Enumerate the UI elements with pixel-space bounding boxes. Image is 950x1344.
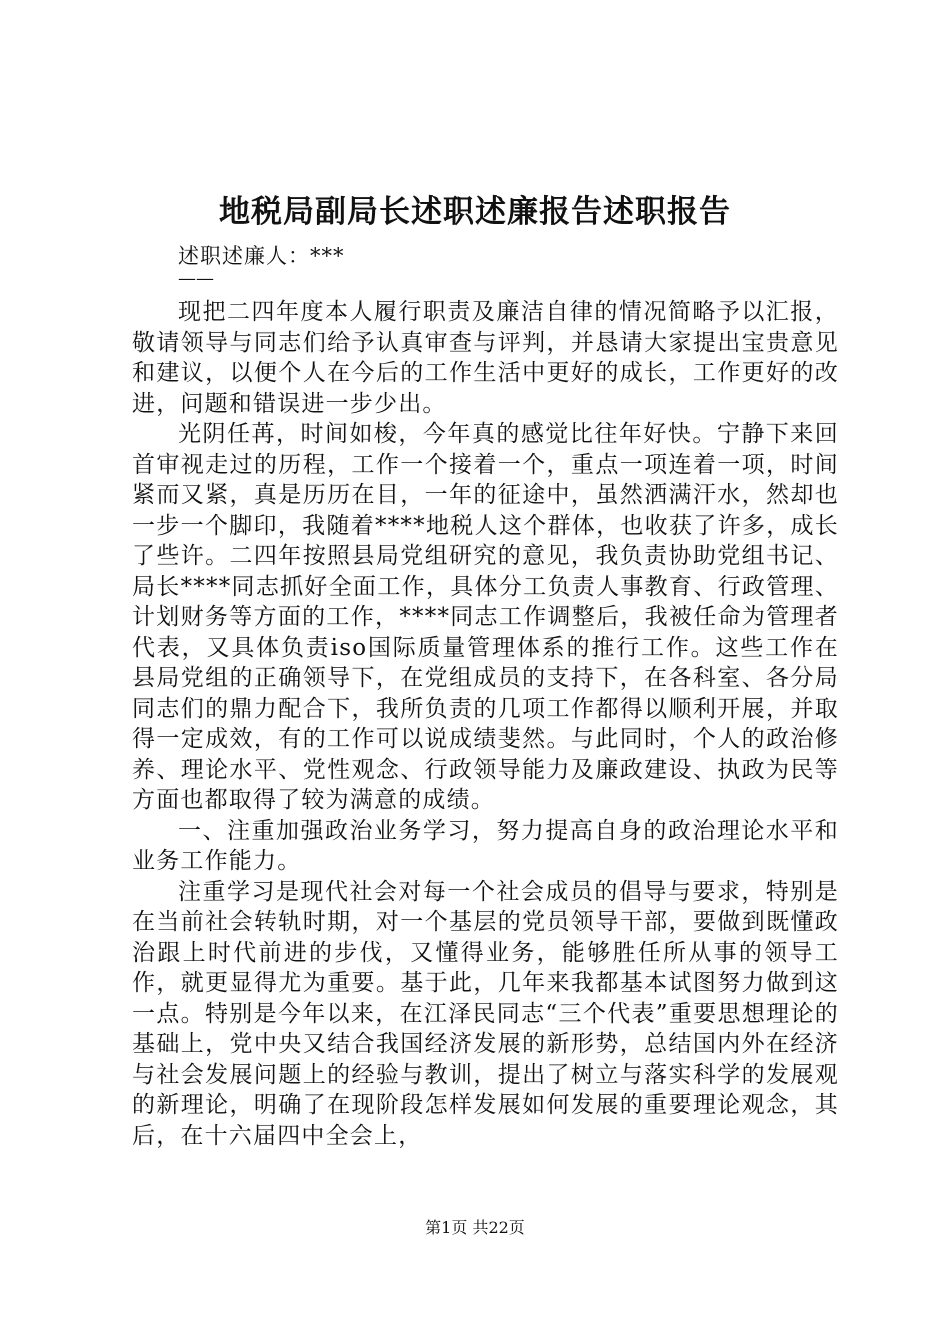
separator-line: ——	[178, 268, 214, 289]
author-line: 述职述廉人：***	[178, 244, 345, 268]
document-title: 地税局副局长述职述廉报告述职报告	[219, 194, 731, 230]
page-footer: 第1页 共22页	[425, 1218, 525, 1237]
section-heading-1: 一、注重加强政治业务学习，努力提高自身的政治理论水平和业务工作能力。	[132, 817, 839, 874]
document-body	[132, 297, 839, 1151]
paragraph-study: 注重学习是现代社会对每一个社会成员的倡导与要求，特别是在当前社会转轨时期，对一个基层的党员领导干部，要做到既懂政治跟上时代前进的步伐，又懂得业务，能够胜任所从事的领导工作，就更显得尤为重要。基于此，几年来我都基本试图努力做到这一点。特别是今年以来，在江泽民同志“三个代表”重要思想理论的基础上，党中央又结合我国经济发展的新形势，总结国内外在经济与社会发展问题上的经验与教训，提出了树立与落实科学的发展观的新理论，明确了在现阶段怎样发展如何发展的重要理论观念，其后，在十六届四中全会上，	[132, 878, 839, 1149]
paragraph-intro: 现把二四年度本人履行职责及廉洁自律的情况简略予以汇报，敬请领导与同志们给予认真审查与评判，并恳请大家提出宝贵意见和建议，以便个人在今后的工作生活中更好的成长，工作更好的改进，问题和错误进一步少出。	[132, 299, 839, 417]
paragraph-review: 光阴任苒，时间如梭，今年真的感觉比往年好快。宁静下来回首审视走过的历程，工作一个接着一个，重点一项连着一项，时间紧而又紧，真是历历在目，一年的征途中，虽然洒满汗水，然却也一步一个脚印，我随着****地税人这个群体，也收获了许多，成长了些许。二四年按照县局党组研究的意见，我负责协助党组书记、局长****同志抓好全面工作，具体分工负责人事教育、行政管理、计划财务等方面的工作，****同志工作调整后，我被任命为管理者代表，又具体负责iso国际质量管理体系的推行工作。这些工作在县局党组的正确领导下，在党组成员的支持下，在各科室、各分局同志们的鼎力配合下，我所负责的几项工作都得以顺利开展，并取得一定成效，有的工作可以说成绩斐然。与此同时，个人的政治修养、理论水平、党性观念、行政领导能力及廉政建设、执政为民等方面也都取得了较为满意的成绩。	[132, 421, 839, 813]
